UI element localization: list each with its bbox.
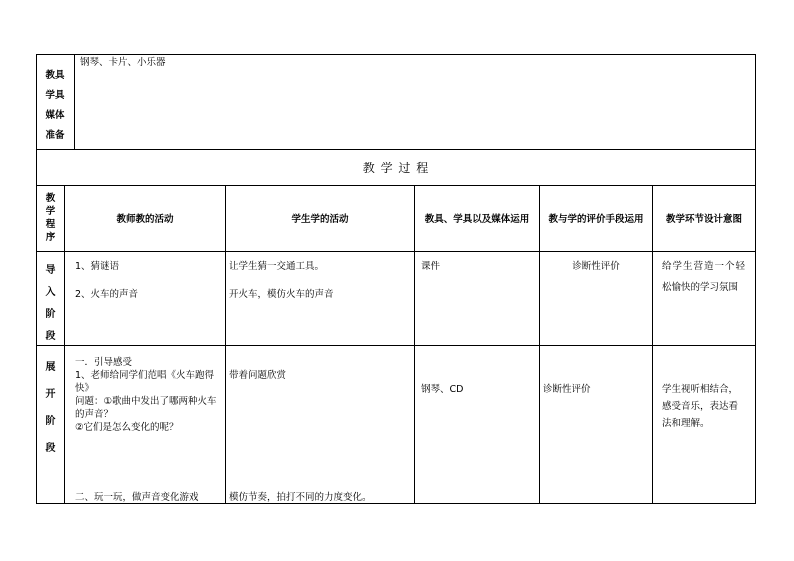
- table-divider: [36, 251, 756, 252]
- expand-teacher-line: 一．引导感受: [75, 357, 133, 368]
- stage-expand: [37, 354, 64, 462]
- header-stage-char: 程: [45, 219, 56, 230]
- intro-intent-line: 给学生营造一个轻: [662, 261, 747, 272]
- expand-teacher-line: ②它们是怎么变化的呢？: [75, 422, 179, 433]
- intro-student-line: 让学生猜一交通工具。: [229, 261, 325, 272]
- intro-media: 课件: [421, 261, 441, 272]
- table-divider: [414, 185, 415, 503]
- prep-label: [38, 66, 72, 146]
- header-student: 学生学的活动: [291, 214, 349, 225]
- intro-intent-line: 松愉快的学习氛围: [662, 282, 739, 293]
- table-border-right: [755, 54, 756, 504]
- header-eval: 教与学的评价手段运用: [548, 214, 644, 225]
- expand-intent-line: 学生视听相结合，: [662, 384, 739, 395]
- expand-eval: 诊断性评价: [543, 384, 591, 395]
- expand-teacher-line: 1、老师给同学们范唱《火车跑得: [75, 370, 215, 381]
- expand-intent-line: 感受音乐，表达看: [662, 401, 739, 412]
- table-divider: [64, 185, 65, 503]
- table-divider: [36, 149, 756, 150]
- table-divider: [652, 185, 653, 503]
- prep-content: 钢琴、卡片、小乐器: [80, 57, 166, 68]
- expand-media: 钢琴、CD: [421, 384, 464, 395]
- header-media: 教具、学具以及媒体运用: [424, 214, 530, 225]
- header-teacher: 教师教的活动: [116, 214, 174, 225]
- stage-char: 导: [45, 265, 56, 276]
- stage-char: 开: [45, 389, 56, 400]
- expand-student-top: 带着问题欣赏: [229, 370, 287, 381]
- stage-char: 阶: [45, 416, 56, 427]
- header-intent: 教学环节设计意图: [665, 214, 742, 225]
- table-border-top: [36, 54, 756, 55]
- table-divider: [225, 185, 226, 503]
- stage-char: 展: [45, 362, 56, 373]
- expand-teacher-bottom: 二、玩一玩，做声音变化游戏: [75, 492, 199, 503]
- table-divider: [36, 185, 756, 186]
- stage-char: 段: [45, 331, 56, 342]
- expand-teacher-line: 的声音？: [75, 409, 114, 420]
- intro-student-line: 开火车，模仿火车的声音: [229, 289, 334, 300]
- table-divider: [74, 54, 75, 149]
- intro-teacher-line: 2、火车的声音: [75, 289, 139, 300]
- stage-intro: [37, 260, 64, 348]
- section-title: 教 学 过 程: [362, 161, 430, 175]
- stage-char: 入: [45, 287, 56, 298]
- header-stage-char: 序: [45, 232, 56, 243]
- prep-label-line: 学具: [45, 90, 65, 101]
- prep-label-line: 准备: [45, 130, 65, 141]
- expand-teacher-line: 快》: [75, 383, 95, 394]
- intro-teacher-line: 1、猜谜语: [75, 261, 120, 272]
- lesson-plan-table: [36, 54, 756, 504]
- header-stage: [37, 192, 64, 244]
- stage-char: 阶: [45, 309, 56, 320]
- expand-intent-line: 法和理解。: [662, 418, 710, 429]
- prep-label-line: 媒体: [45, 110, 65, 121]
- table-divider: [539, 185, 540, 503]
- table-divider: [36, 345, 756, 346]
- expand-teacher-line: 问题：①歌曲中发出了哪两种火车: [75, 396, 217, 407]
- intro-eval: 诊断性评价: [572, 261, 620, 272]
- expand-student-bottom: 模仿节奏，拍打不同的力度变化。: [229, 492, 372, 503]
- stage-char: 段: [45, 443, 56, 454]
- header-stage-char: 学: [45, 206, 56, 217]
- prep-label-line: 教具: [45, 70, 65, 81]
- header-stage-char: 教: [45, 193, 56, 204]
